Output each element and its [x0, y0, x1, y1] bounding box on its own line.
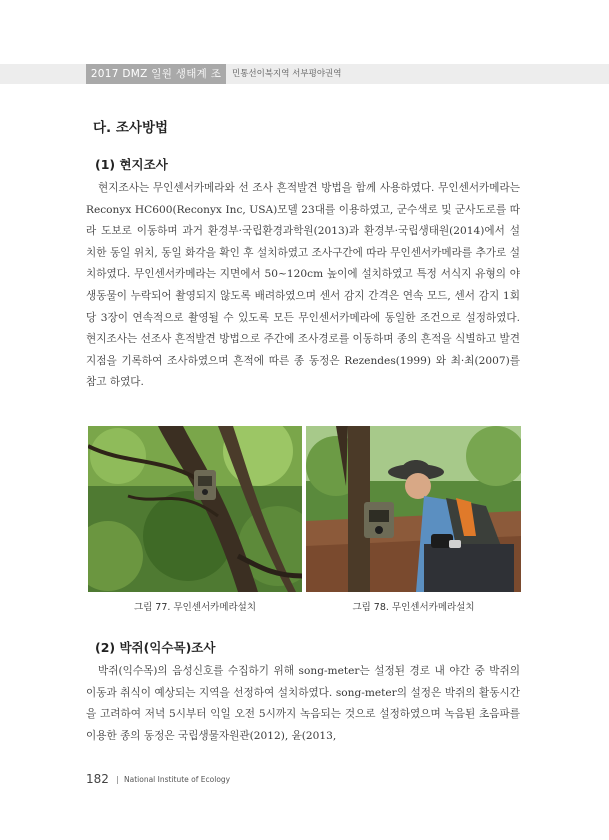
bat-survey-text: 박쥐(익수목)의 음성신호를 수집하기 위해 song-meter는 설정된 경로 내 야간 중 박쥐의 이동과 취식이 예상되는 지역을 선정하여 설치하였다. song-meter의 설정은 박쥐의 활동시간을 고려하여 저녁 5시부터 익일 오전 5시까지 녹음되는 것으로 설정하였으며 녹음된 초음파를 이용한 종의 동정은 국립생물자원관(2012), 윤(2013, — [86, 665, 520, 742]
subsection-heading-field-survey: (1) 현지조사 — [95, 157, 168, 172]
running-title: 2017 DMZ 일원 생태계 조사 — [86, 64, 226, 84]
page-number: 182 — [86, 772, 109, 786]
bat-survey-paragraph — [86, 661, 520, 747]
camera-install-photo-left — [88, 426, 302, 592]
field-survey-paragraph — [86, 178, 520, 394]
subsection-heading-bat-survey: (2) 박쥐(익수목)조사 — [95, 640, 216, 655]
camera-install-photo-right — [306, 426, 521, 592]
figure-77-caption: 그림 77. 무인센서카메라설치 — [133, 602, 257, 613]
footer-organization: National Institute of Ecology — [124, 775, 231, 784]
footer-separator: | — [116, 775, 119, 784]
field-survey-text: 현지조사는 무인센서카메라와 선 조사 흔적발견 방법을 함께 사용하였다. 무인센서카메라는 Reconyx HC600(Reconyx Inc, USA)모델 23대를 이용하였고, 군수색로 및 군사도로를 따라 도보로 이동하며 과거 환경부·국립환경과학원(2013)과 환경부·국립생태원(2014)에서 설치한 동일 위치, 동일 화각을 확인 후 설치하였고 조사구간에 따라 무인센서카메라를 추가로 설치하였다. 무인센서카메라는 지면에서 50~120cm 높이에 설치하였고 특정 서식지 유형의 야생동물이 누락되어 촬영되지 않도록 배려하였으며 센서 감지 간격은 연속 모드, 센서 감지 1회당 3장이 연속적으로 촬영될 수 있도록 모든 무인센서카메라에 동일한 조건으로 설정하였다. 현지조사는 선조사 흔적발견 방법으로 주간에 조사경로를 이동하며 종의 흔적을 식별하고 발견지점을 기록하여 조사하였으며 흔적에 따른 종 동정은 Rezendes(1999) 와 최·최(2007)를 참고 하였다. — [86, 182, 520, 389]
section-heading: 다. 조사방법 — [93, 120, 169, 136]
figure-78-caption: 그림 78. 무인센서카메라설치 — [352, 602, 475, 613]
region-title: 민통선이북지역 서부평야권역 — [232, 69, 342, 79]
